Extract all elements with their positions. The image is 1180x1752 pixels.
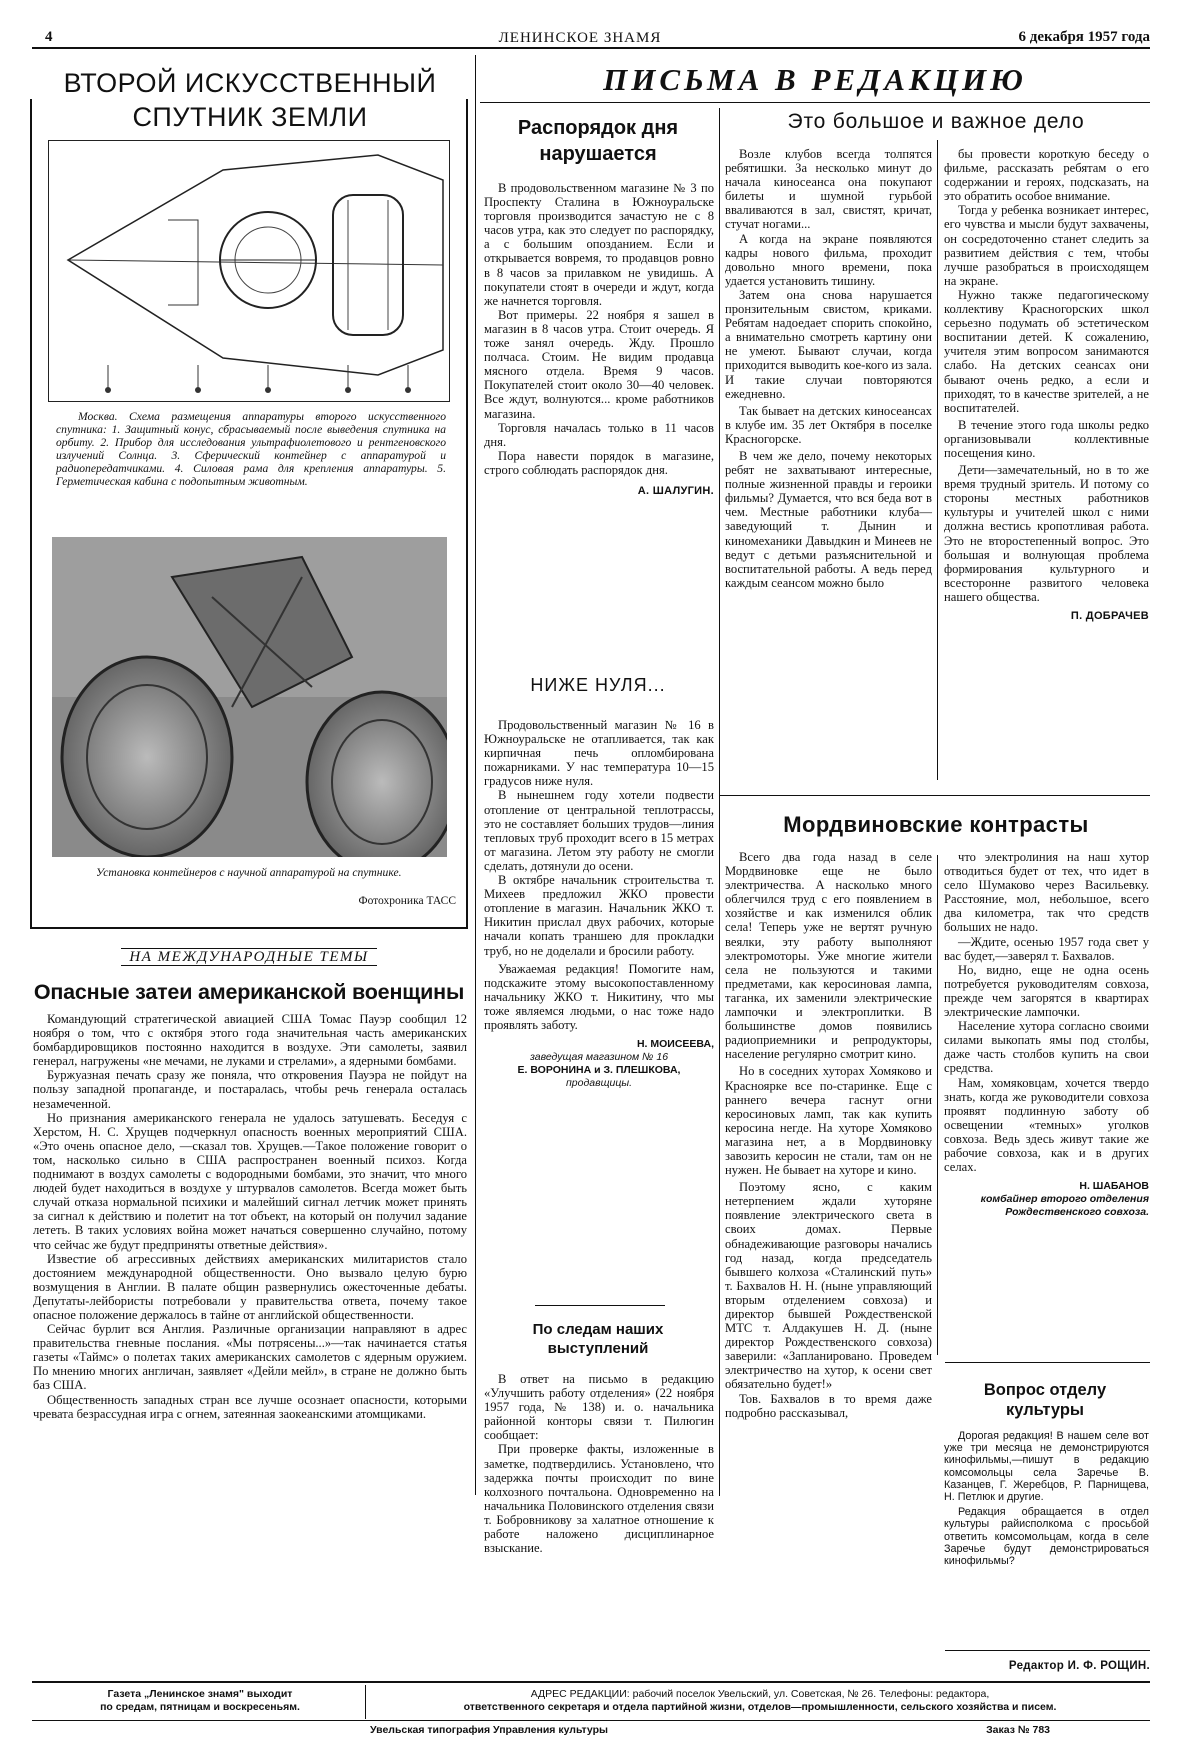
culture-title <box>940 1380 1150 1420</box>
section-rule <box>945 1650 1150 1651</box>
sputnik-photo <box>52 537 447 857</box>
footer-address-line1: АДРЕС РЕДАКЦИИ: рабочий поселок Увельский, ул. Советская, № 26. Телефоны: редактора, <box>530 1688 990 1700</box>
kino-col-b <box>944 147 1149 622</box>
follow-title-line2: выступлений <box>547 1340 649 1357</box>
mord-para: —Ждите, осенью 1957 года свет у вас будет,—заверял т. Бахвалов. <box>944 934 1149 963</box>
store-title-line2: нарушается <box>539 143 657 165</box>
footer-rule <box>32 1720 1150 1721</box>
kino-para: В чем же дело, почему некоторых ребят не захватывают интересные, полные жизненной правды и героики фильмы? Думается, что вся беда вот в чем. Местные работники клуба—заведующий т. Дынин и киномеханики Давыдкин и Минеев не ведут с детьми разъяснительной и воспитательной работы. А ведь перед каждым сеансом можно было <box>725 448 932 590</box>
follow-title <box>482 1320 714 1358</box>
mord-para: Поэтому ясно, с каким нетерпением ждали хуторяне появление электрического света в своих домах. Первые обнадеживающие разговоры начались год назад, когда председатель бывшего колхоза «Сталинский путь» т. Бахвалов Н. Н. (ныне управляющий вторым отделением совхоза) и директор бывшей Рождественской МТС т. Алдакушев Н. Д. (ныне директор Рождественского совхоза) заверили: «Запланировано. Проведем электричество на хутор, к осени свет обязательно будет!» <box>725 1180 932 1392</box>
store-title-line1: Распорядок дня <box>517 117 679 139</box>
intl-title: Опасные затеи американской военщины <box>33 980 465 1004</box>
follow-para: В ответ на письмо в редакцию «Улучшить работу отделения» (22 ноября 1957 года, № 138) и. о. начальника районной конторы связи т. Пилюгин сообщает: <box>484 1372 714 1443</box>
mord-para: Но, видно, еще не одна осень потребуется руководителям совхоза, прежде чем загорятся в квартирах электрические лампочки. <box>944 962 1149 1020</box>
mord-para: Но в соседних хуторах Хомяково и Красноярке все по-старинке. Еще с раннего вечера гаснут огни керосиновых ламп, так как купить керосина негде. На хуторе Хомяково магазина нет, а в Мордвиновку завозить керосин не стали, там он не нужен. Не бывает на хуторе и кино. <box>725 1064 932 1178</box>
photo-credit: Фотохроника ТАСС <box>358 895 456 907</box>
follow-article <box>484 1372 714 1555</box>
intl-para: Буржуазная печать сразу же поняла, что откровения Пауэра не пойдут на пользу западной пропаганде, и постаралась, чтобы речь генерала осталась незамеченной. <box>33 1068 467 1111</box>
cold-para: В октябре начальник строительства т. Михеев предложил ЖКО провести отопление в магазин. Начальник ЖКО т. Никитин прислал двух рабочих, которые начали копать траншею для прокладки труб, но не доделали и бросили работу. <box>484 873 714 958</box>
store-para: Торговля началась только в 11 часов дня. <box>484 420 714 449</box>
intl-article <box>33 1012 467 1421</box>
cold-para: Уважаемая редакция! Помогите нам, подскажите этому высокопоставленному начальнику ЖКО т. Никитину, что мы тоже являемся людьми, о нас тоже надо проявлять заботу. <box>484 961 714 1032</box>
letters-rule <box>480 102 1150 103</box>
footer-address <box>370 1688 1150 1714</box>
store-title <box>482 115 714 167</box>
intl-para: Но признания американского генерала не удалось затушевать. Беседуя с Херстом, Н. С. Хрущев подчеркнул опасность военных мероприятий США. «Это очень опасное дело, —сказал тов. Хрущев.—Такое положение говорит о том, насколько сильно в США распространен военный психоз. Когда поднимают в воздух самолеты с водородными бомбами, это значит, что много людей будет находиться в воздухе у штурвалов самолетов. Всегда может быть случай отказа нормальной психики и малейший сигнал летчик может принять за сигнал к действию и полетит на тот объект, на который он получил задание лететь. В таких условиях война может начаться совершенно случайно, потому что сейчас же будут предприняты ответные действия». <box>33 1110 467 1252</box>
masthead-rule <box>32 47 1150 49</box>
kino-para: А когда на экране появляются кадры нового фильма, проходит довольно много времени, пока удается установить тишину. <box>725 231 932 288</box>
column-rule <box>475 55 476 1495</box>
newspaper-name: ЛЕНИНСКОЕ ЗНАМЯ <box>498 30 662 46</box>
footer-schedule <box>40 1688 360 1714</box>
store-article <box>484 181 714 497</box>
culture-para: Редакция обращается в отдел культуры райисполкома с просьбой ответить комсомольцам, когда в селе Заречье будут демонстрироваться кинофильмы? <box>944 1506 1149 1568</box>
intl-para: Командующий стратегической авиацией США Томас Пауэр сообщил 12 ноября о том, что с октября этого года значительная часть американских бомбардировщиков постоянно находится в воздухе. Эти самолеты, заявил генерал, нагружены «не мечами, не луками и стрелами», а ядерными бомбами. <box>33 1012 467 1069</box>
culture-para: Дорогая редакция! В нашем селе вот уже три месяца не демонстрируются кинофильмы,—пишут в редакцию комсомольцы села Заречье В. Казанцев, Г. Жеребцов, Р. Парнищева, Н. Петлюк и другие. <box>944 1430 1149 1504</box>
editor-signature: Редактор И. Ф. РОЩИН. <box>1008 1660 1150 1672</box>
intl-rubric: НА МЕЖДУНАРОДНЫЕ ТЕМЫ <box>30 948 468 966</box>
order-number: Заказ № 783 <box>986 1724 1050 1736</box>
cold-para: Продовольственный магазин № 16 в Южноуральске не отапливается, так как кирпичная печь опломбирована пожарниками. У нас температура 10—15 градусов ниже нуля. <box>484 718 714 789</box>
cold-para: В нынешнем году хотели подвести отопление от центральной теплотрассы, это не составляет больших трудов—линия тепловых труб проходит всего в 15 метрах от магазина. Летом эту работу не смогли сделать, дотянули до осени. <box>484 788 714 873</box>
culture-article <box>944 1430 1149 1567</box>
culture-title-line2: культуры <box>1005 1401 1084 1419</box>
cold-title: НИЖЕ НУЛЯ... <box>530 675 666 695</box>
section-rule <box>535 1305 665 1306</box>
page-number: 4 <box>45 29 53 45</box>
issue-date: 6 декабря 1957 года <box>1018 29 1150 45</box>
store-para: В продовольственном магазине № 3 по Проспекту Сталина в Южноуральске торговля производится зачастую не с 8 часов утра, как это следует по распорядку, а с большим опозданием. Если и открывается вовремя, то продавцов ровно в 8 часов за прилавком не увидишь. А покупатели стоят в очереди и ждут, когда же начнется торговля. <box>484 181 714 308</box>
intl-para: Сейчас бурлит вся Англия. Различные организации направляют в адрес правительства гневные послания. «Мы потрясены...»—так начинается статья газеты «Таймс» о полетах таких американских самолетов с ядерным оружием. По мнению многих англичан, заявляет «Дейли мейл», в стране не должно быть баз США. <box>33 1322 467 1393</box>
store-para: Пора навести порядок в магазине, строго соблюдать распорядок дня. <box>484 448 714 477</box>
mord-signature: Н. ШАБАНОВ комбайнер второго отделения Рождественского совхоза. <box>980 1180 1149 1219</box>
store-para: Вот примеры. 22 ноября я зашел в магазин в 8 часов утра. Стоит очередь. Я тоже занял очередь. Жду. Прошло полчаса. Стоим. Не видим продавца мясного отдела. Время 9 часов. Покупателей стоит около 30—40 человек. Все ждут, волнуются... кроме работников магазина. <box>484 307 714 421</box>
footer-rule <box>32 1681 1150 1683</box>
footer-schedule-line1: Газета „Ленинское знамя" выходит <box>107 1688 293 1700</box>
kino-para: Тогда у ребенка возникает интерес, его чувства и мысли будут захвачены, он сосредоточенно станет следить за развитием действия с тем, чтобы лучше разобраться в происходящем на экране. <box>944 203 1149 288</box>
sputnik-diagram <box>48 140 450 402</box>
photo-caption: Установка контейнеров с научной аппаратурой на спутнике. <box>96 866 402 879</box>
follow-para: При проверке факты, изложенные в заметке, подтвердились. Установлено, что задержка почты происходит по вине колхозного почтальона. Одновременно на начальника Половинского отделения связи т. Бобровникову за халатное отношение к работе наложено дисциплинарное взыскание. <box>484 1442 714 1556</box>
footer-schedule-line2: по средам, пятницам и воскресеньям. <box>100 1701 300 1713</box>
kino-col-a <box>725 147 932 590</box>
column-rule <box>937 140 938 780</box>
kino-para: Возле клубов всегда толпятся ребятишки. За несколько минут до начала киносеанса она покупают билеты и шумной гурьбой вваливаются в зал, свистят, кричат, стучат ногами... <box>725 147 932 232</box>
kino-para: Затем она снова нарушается пронзительным свистом, криками. Ребятам надоедает спорить спокойно, а внимательно смотреть картину они не умеют. Бывают случаи, когда приходится выводить кое-кого из зала. И такие случаи повторяются ежедневно. <box>725 287 932 401</box>
footer-address-line2: ответственного секретаря и отдела партийной жизни, отделов—промышленности, сельского хозяйства и писем. <box>463 1701 1057 1713</box>
kino-para: В течение этого года школы редко организовывали коллективные посещения кино. <box>944 417 1149 460</box>
culture-title-line1: Вопрос отделу <box>983 1381 1107 1399</box>
mord-title: Мордвиновские контрасты <box>783 812 1089 837</box>
cold-signature: Н. МОИСЕЕВА, заведущая магазином № 16 Е. ВОРОНИНА и З. ПЛЕШКОВА, продавщицы. <box>517 1038 714 1090</box>
section-rule <box>720 795 1150 796</box>
kino-title: Это большое и важное дело <box>787 110 1085 133</box>
mord-para: Тов. Бахвалов в то время даже подробно рассказывал, <box>725 1391 932 1420</box>
mord-para: Всего два года назад в селе Мордвиновке еще не было электричества. А насколько много облегчился труд с его появлением в хозяйстве и как изменился облик села! Теперь уже не вертят ручную веялки, эту работу выполняют электромоторы. Уже многие жители села не пользуются и такими предметами, как керосиновая лампа, таганка, их заменили электрические лампочки и электроплитки. В большинстве домов появились радиоприемники и репродукторы, население регулярно смотрит кино. <box>725 850 932 1062</box>
letters-header: ПИСЬМА В РЕДАКЦИЮ <box>603 62 1027 97</box>
diagram-caption: Москва. Схема размещения аппаратуры второго искусственного спутника: 1. Защитный конус, сбрасываемый после выведения спутника на орбиту. 2. Прибор для исследования ультрафиолетового и рентгеновского излучений Солнца. 3. Сферический контейнер с аппаратурой и радиопередатчиками. 4. Силовая рама для крепления аппаратуры. 5. Герметическая кабина с подопытным животным. <box>56 410 446 488</box>
mord-col-a <box>725 850 932 1420</box>
kino-para: Нужно также педагогическому коллективу Красногорских школ серьезно подумать об эстетическом воспитании детей. К сожалению, учителя этим вопросом занимаются слабо. На детских сеансах они бывают очень редко, а если и приходят, то в качестве зрителей, а не воспитателей. <box>944 287 1149 415</box>
store-signature: А. ШАЛУГИН. <box>637 484 714 497</box>
kino-signature: П. ДОБРАЧЕВ <box>1070 610 1149 622</box>
intl-para: Общественность западных стран все лучше осознает опасности, которыми чревата безрассудная игра с огнем, затеянная заокеанскими атомщиками. <box>33 1392 467 1421</box>
sputnik-title-line1: ВТОРОЙ ИСКУССТВЕННЫЙ <box>30 68 470 99</box>
follow-title-line1: По следам наших <box>532 1321 664 1338</box>
section-rule <box>945 1362 1150 1363</box>
mord-para: Нам, хомяковцам, хочется твердо знать, когда же руководители совхоза проявят подлинную заботу об освещении «темных» уголков совхоза. Ведь здесь живут такие же рабочие совхоза, как и в других селах. <box>944 1075 1149 1175</box>
footer-divider <box>365 1685 366 1719</box>
kino-para: бы провести короткую беседу о фильме, рассказать ребятам о его содержании и героях, подсказать, на это обратить особое внимание. <box>944 147 1149 204</box>
cold-article <box>484 718 714 1090</box>
mord-col-b <box>944 850 1149 1219</box>
printing-house: Увельская типография Управления культуры <box>370 1724 608 1736</box>
sputnik-title-line2: СПУТНИК ЗЕМЛИ <box>132 102 368 132</box>
mord-para: Население хутора согласно своими силами выкопать ямы под столбы, даже часть столбов купить на свои средства. <box>944 1019 1149 1076</box>
mord-para: что электролиния на наш хутор отводиться будет от тех, что идет в село Шумаково через Васильевку. Расстояние, мол, небольшое, всего два километра, так что средств больших не надо. <box>944 850 1149 935</box>
kino-para: Дети—замечательный, но в то же время трудный зритель. И потому со стороны местных работников культуры и учителей школ с ними должна вестись кропотливая работа. Это не второстепенный вопрос. Это большая и волнующая проблема формирования культурного и всесторонне развитого человека нашего общества. <box>944 463 1149 604</box>
intl-para: Известие об агрессивных действиях американских милитаристов стало достоянием международной общественности. Оно вызвало целую бурю возмущения в Англии. В палате общин развернулись ожесточенные дебаты. Депутаты-лейбористы потребовали у правительства ответа, почему такое опасное положение держалось в тайне от английской общественности. <box>33 1251 467 1322</box>
kino-para: Так бывает на детских киносеансах в клубе им. 35 лет Октября в поселке Красногорске. <box>725 403 932 446</box>
column-rule <box>937 855 938 1355</box>
column-rule <box>719 108 720 1496</box>
